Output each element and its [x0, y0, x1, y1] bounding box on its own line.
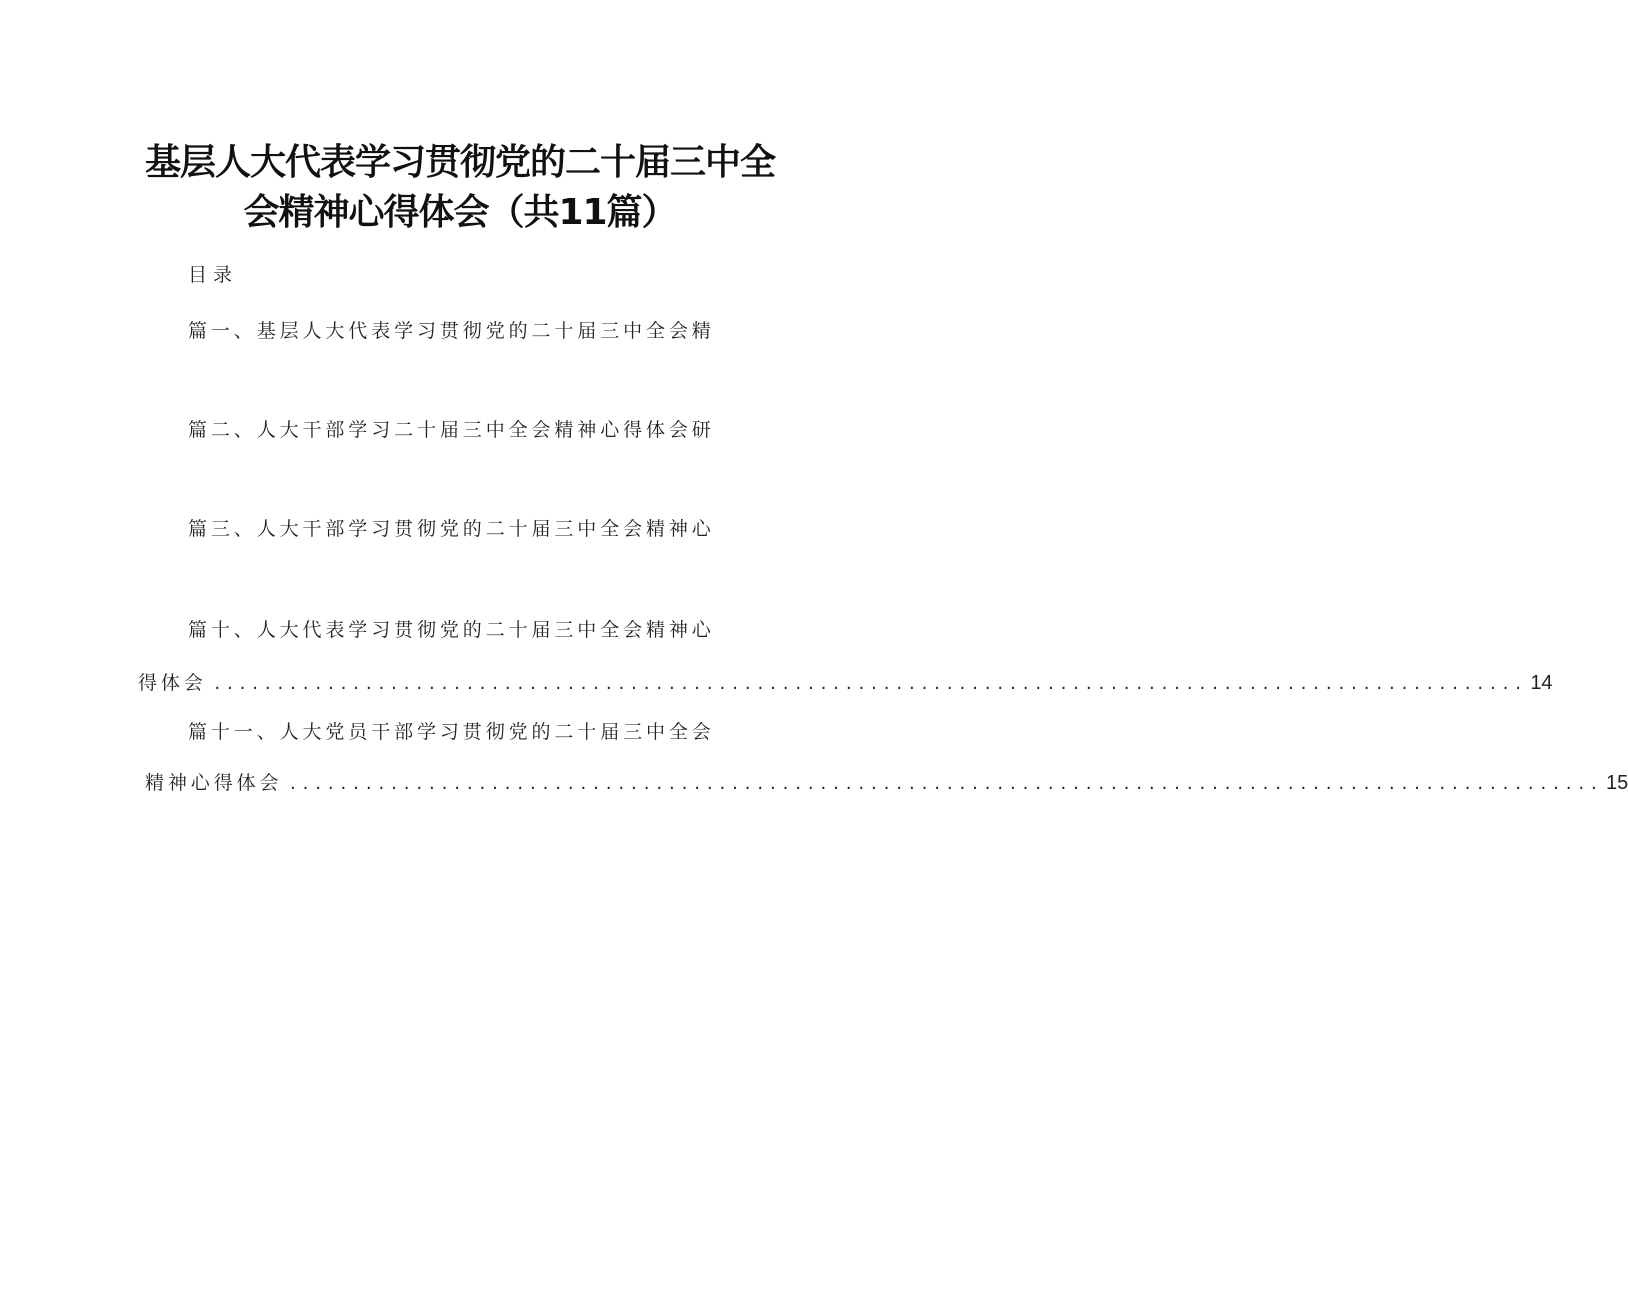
toc-entry-4-continuation[interactable]: [138, 668, 1553, 695]
toc-entry-5[interactable]: [188, 717, 715, 744]
toc-entry-text: 篇三、人大干部学习贯彻党的二十届三中全会精神心: [188, 518, 715, 540]
toc-entry-text: 篇二、人大干部学习二十届三中全会精神心得体会研: [188, 419, 715, 441]
toc-entry-text: 篇一、基层人大代表学习贯彻党的二十届三中全会精: [188, 320, 715, 342]
toc-entry-3[interactable]: [188, 514, 715, 541]
document-title-line-2: 会精神心得体会（共11篇）: [243, 192, 677, 233]
toc-entry-cont-text: 得体会: [138, 672, 207, 694]
toc-entry-text: 篇十、人大代表学习贯彻党的二十届三中全会精神心: [188, 619, 715, 641]
toc-page-number: 14: [1530, 672, 1553, 694]
dot-leader: ........................................................................................................: [212, 675, 1527, 693]
toc-entry-4[interactable]: [188, 615, 715, 642]
toc-entry-5-continuation[interactable]: [145, 768, 1628, 795]
toc-entry-text: 篇十一、人大党员干部学习贯彻党的二十届三中全会: [188, 721, 715, 743]
toc-entry-1[interactable]: [188, 316, 715, 343]
dot-leader: ........................................................................................................: [288, 775, 1603, 793]
toc-entry-cont-text: 精神心得体会: [145, 772, 283, 794]
toc-entry-2[interactable]: [188, 415, 715, 442]
document-title-line-1: 基层人大代表学习贯彻党的二十届三中全: [144, 142, 775, 183]
toc-page-number: 15: [1606, 772, 1628, 794]
toc-heading: 目录: [188, 264, 239, 286]
